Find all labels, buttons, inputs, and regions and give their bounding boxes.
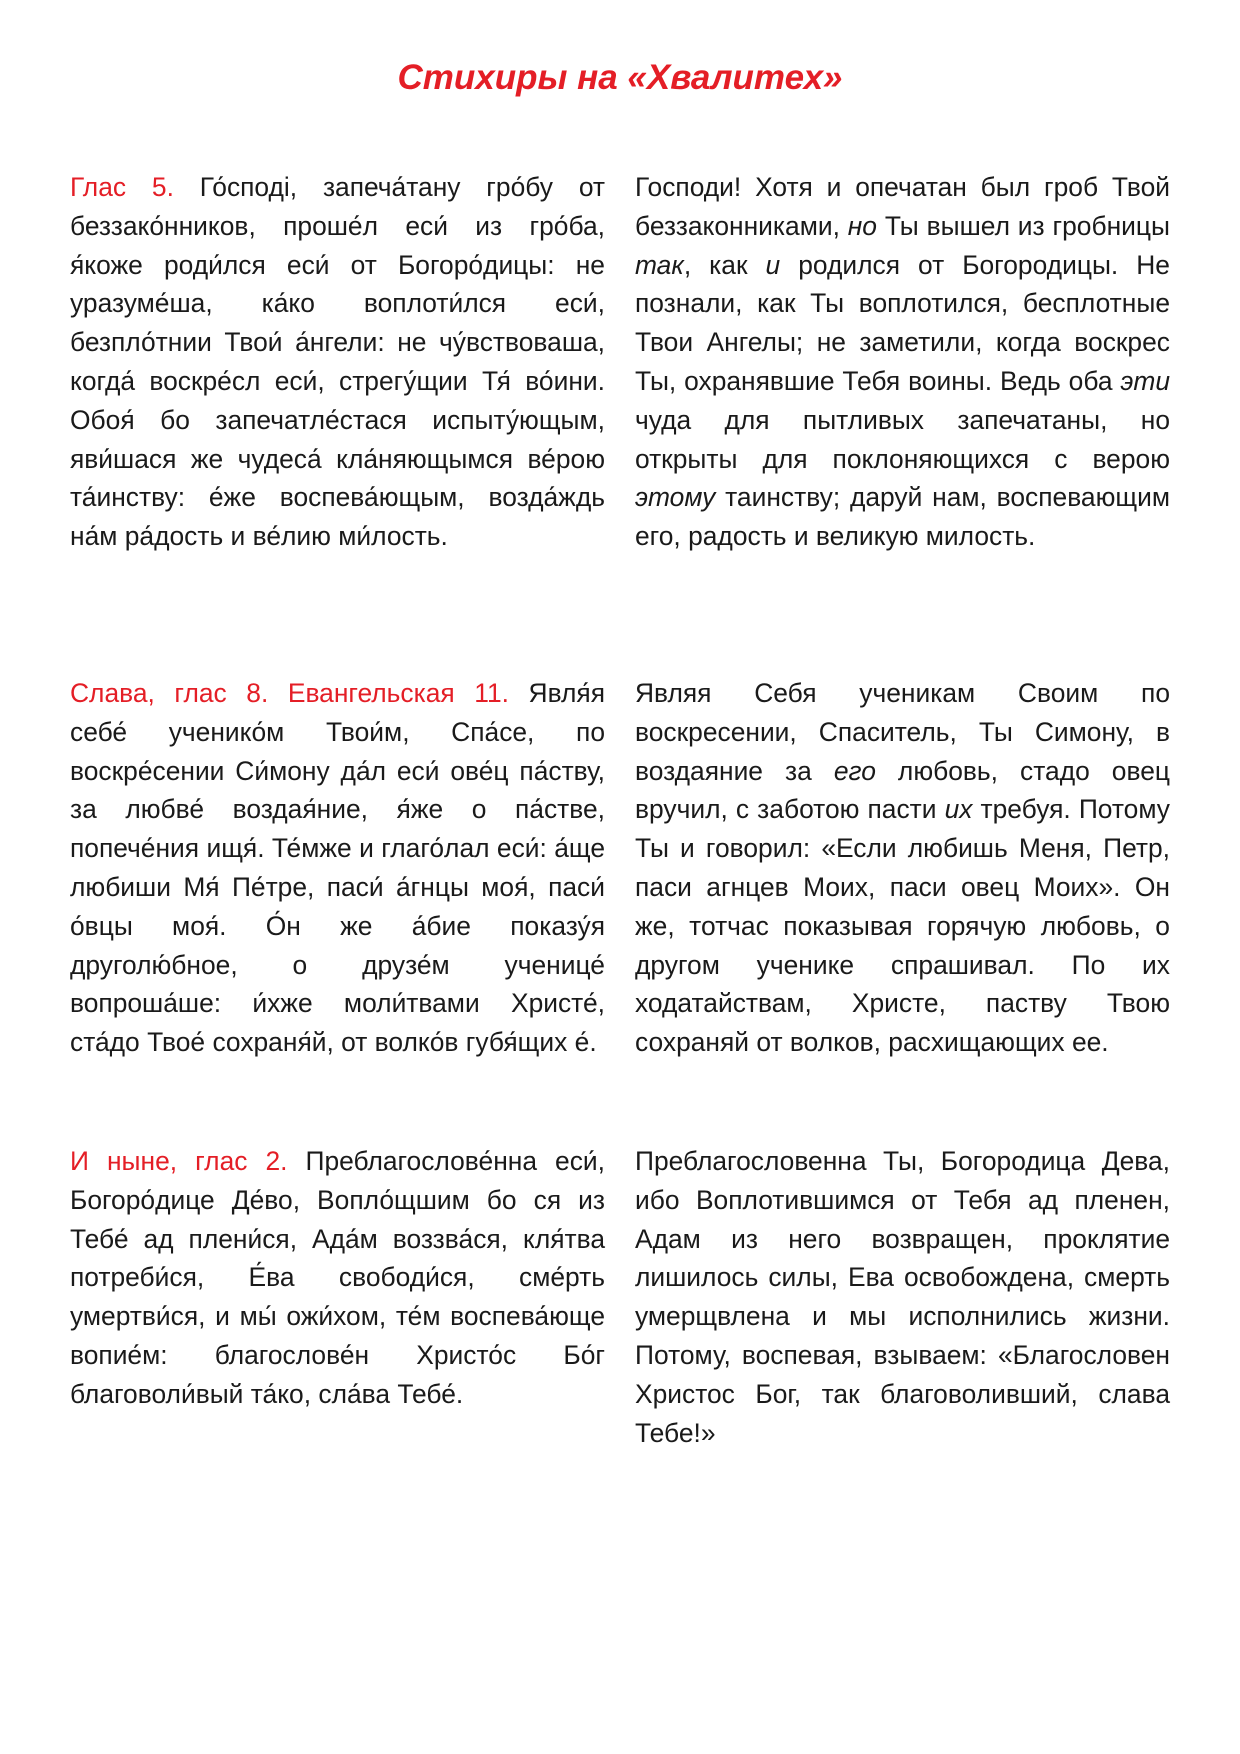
church-slavonic-text (70, 1142, 605, 1452)
russian-translation (635, 1142, 1170, 1452)
translation-segment: , как (683, 249, 766, 280)
russian-translation (635, 168, 1170, 556)
translation-segment: этому (635, 482, 716, 513)
tone-label: Слава, глас 8. Евангельская 11. (70, 678, 509, 708)
translation-segment: их (944, 794, 973, 825)
translation-segment: таинству; даруй нам, воспевающим его, радость и великую милость. (635, 482, 1170, 552)
translation-segment: Господи! Хотя и опечатан был гроб Твой беззаконниками, (635, 172, 1170, 241)
translation-segment: но (847, 210, 877, 241)
translation-segment: чуда для пытливых запечатаны, но открыты для поклоняющихся с верою (635, 404, 1170, 474)
church-slavonic-body: Явля́я себе́ ученико́м Твои́м, Спа́се, по воскре́сении Си́мону да́л еси́ ове́ц па́ству, за любве́ воздая́ние, я́же о па́стве, попече́ния ищя́. Те́мже и глаго́лал еси́: а́ще любиши Мя́ Пе́тре, паси́ а́гнцы моя́, паси́ о́вцы моя́. О́н же а́бие показу́я друголю́бное, о друзе́м ученице́ вопроша́ше: и́хже моли́твами Христе́, ста́до Твое́ сохраня́й, от волко́в губя́щих е́. (70, 678, 605, 1058)
translation-segment: Являя Себя ученикам Своим по воскресении, Спаситель, Ты Симону, в воздаяние за (635, 678, 1170, 786)
stichera-section-2 (70, 674, 1170, 1062)
translation-segment: его (833, 755, 876, 786)
translation-segment: требуя. Потому Ты и говорил: «Если любишь Меня, Петр, паси агнцев Моих, паси овец Моих». Он же, тотчас показывая горячую любовь, о другом ученике спрашивал. По их ходатайствам, Христе, паству Твою сохраняй от волков, расхищающих ее. (635, 794, 1170, 1058)
translation-segment: Преблагословенна Ты, Богородица Дева, ибо Воплотившимся от Тебя ад пленен, Адам из него возвращен, проклятие лишилось силы, Ева освобождена, смерть умерщвлена и мы исполнились жизни. Потому, воспевая, взываем: «Благословен Христос Бог, так благоволивший, слава Тебе!» (635, 1146, 1170, 1448)
church-slavonic-text (70, 168, 605, 556)
stichera-section-3 (70, 1142, 1170, 1452)
translation-segment: так (635, 249, 684, 280)
stichera-section-1 (70, 168, 1170, 556)
church-slavonic-body: Преблагослове́нна еси́, Богоро́дице Де́во, Вопло́щшим бо ся из Тебе́ ад плени́ся, Ада́м воззва́ся, кля́тва потреби́ся, Е́ва свободи́ся, сме́рть умертви́ся, и мы́ ожи́хом, те́м воспева́юще вопие́м: благослове́н Христо́с Бо́г благоволи́вый та́ко, сла́ва Тебе́. (70, 1146, 605, 1409)
page-title: Стихиры на «Хвалитех» (397, 58, 843, 97)
tone-label: Глас 5. (70, 172, 174, 202)
church-slavonic-text (70, 674, 605, 1062)
translation-segment: Ты вышел из гробницы (876, 210, 1170, 241)
russian-translation (635, 674, 1170, 1062)
translation-segment: родился от Богородицы. Не познали, как Ты воплотился, бесплотные Твои Ангелы; не заметили, когда воскрес Ты, охранявшие Тебя воины. Ведь оба (635, 249, 1170, 396)
translation-segment: и (765, 249, 781, 280)
translation-segment: эти (1120, 365, 1170, 396)
church-slavonic-body: Го́сподi, запеча́тану гро́бу от беззако́нников, проше́л еси́ из гро́ба, я́коже роди́лся еси́ от Богоро́дицы: не уразуме́ша, ка́ко воплоти́лся еси́, безпло́тнии Твои́ а́нгели: не чу́вствоваша, когда́ воскре́сл еси́, стрегу́щии Тя́ во́ини. Обоя́ бо запечатле́стася испыту́ющым, яви́шася же чудеса́ кла́няющымся ве́рою та́инству: е́же воспева́ющым, возда́ждь на́м ра́дость и ве́лию ми́лость. (70, 172, 606, 552)
translation-segment: любовь, стадо овец вручил, с заботою пасти (635, 755, 1171, 825)
tone-label: И ныне, глас 2. (70, 1146, 288, 1176)
